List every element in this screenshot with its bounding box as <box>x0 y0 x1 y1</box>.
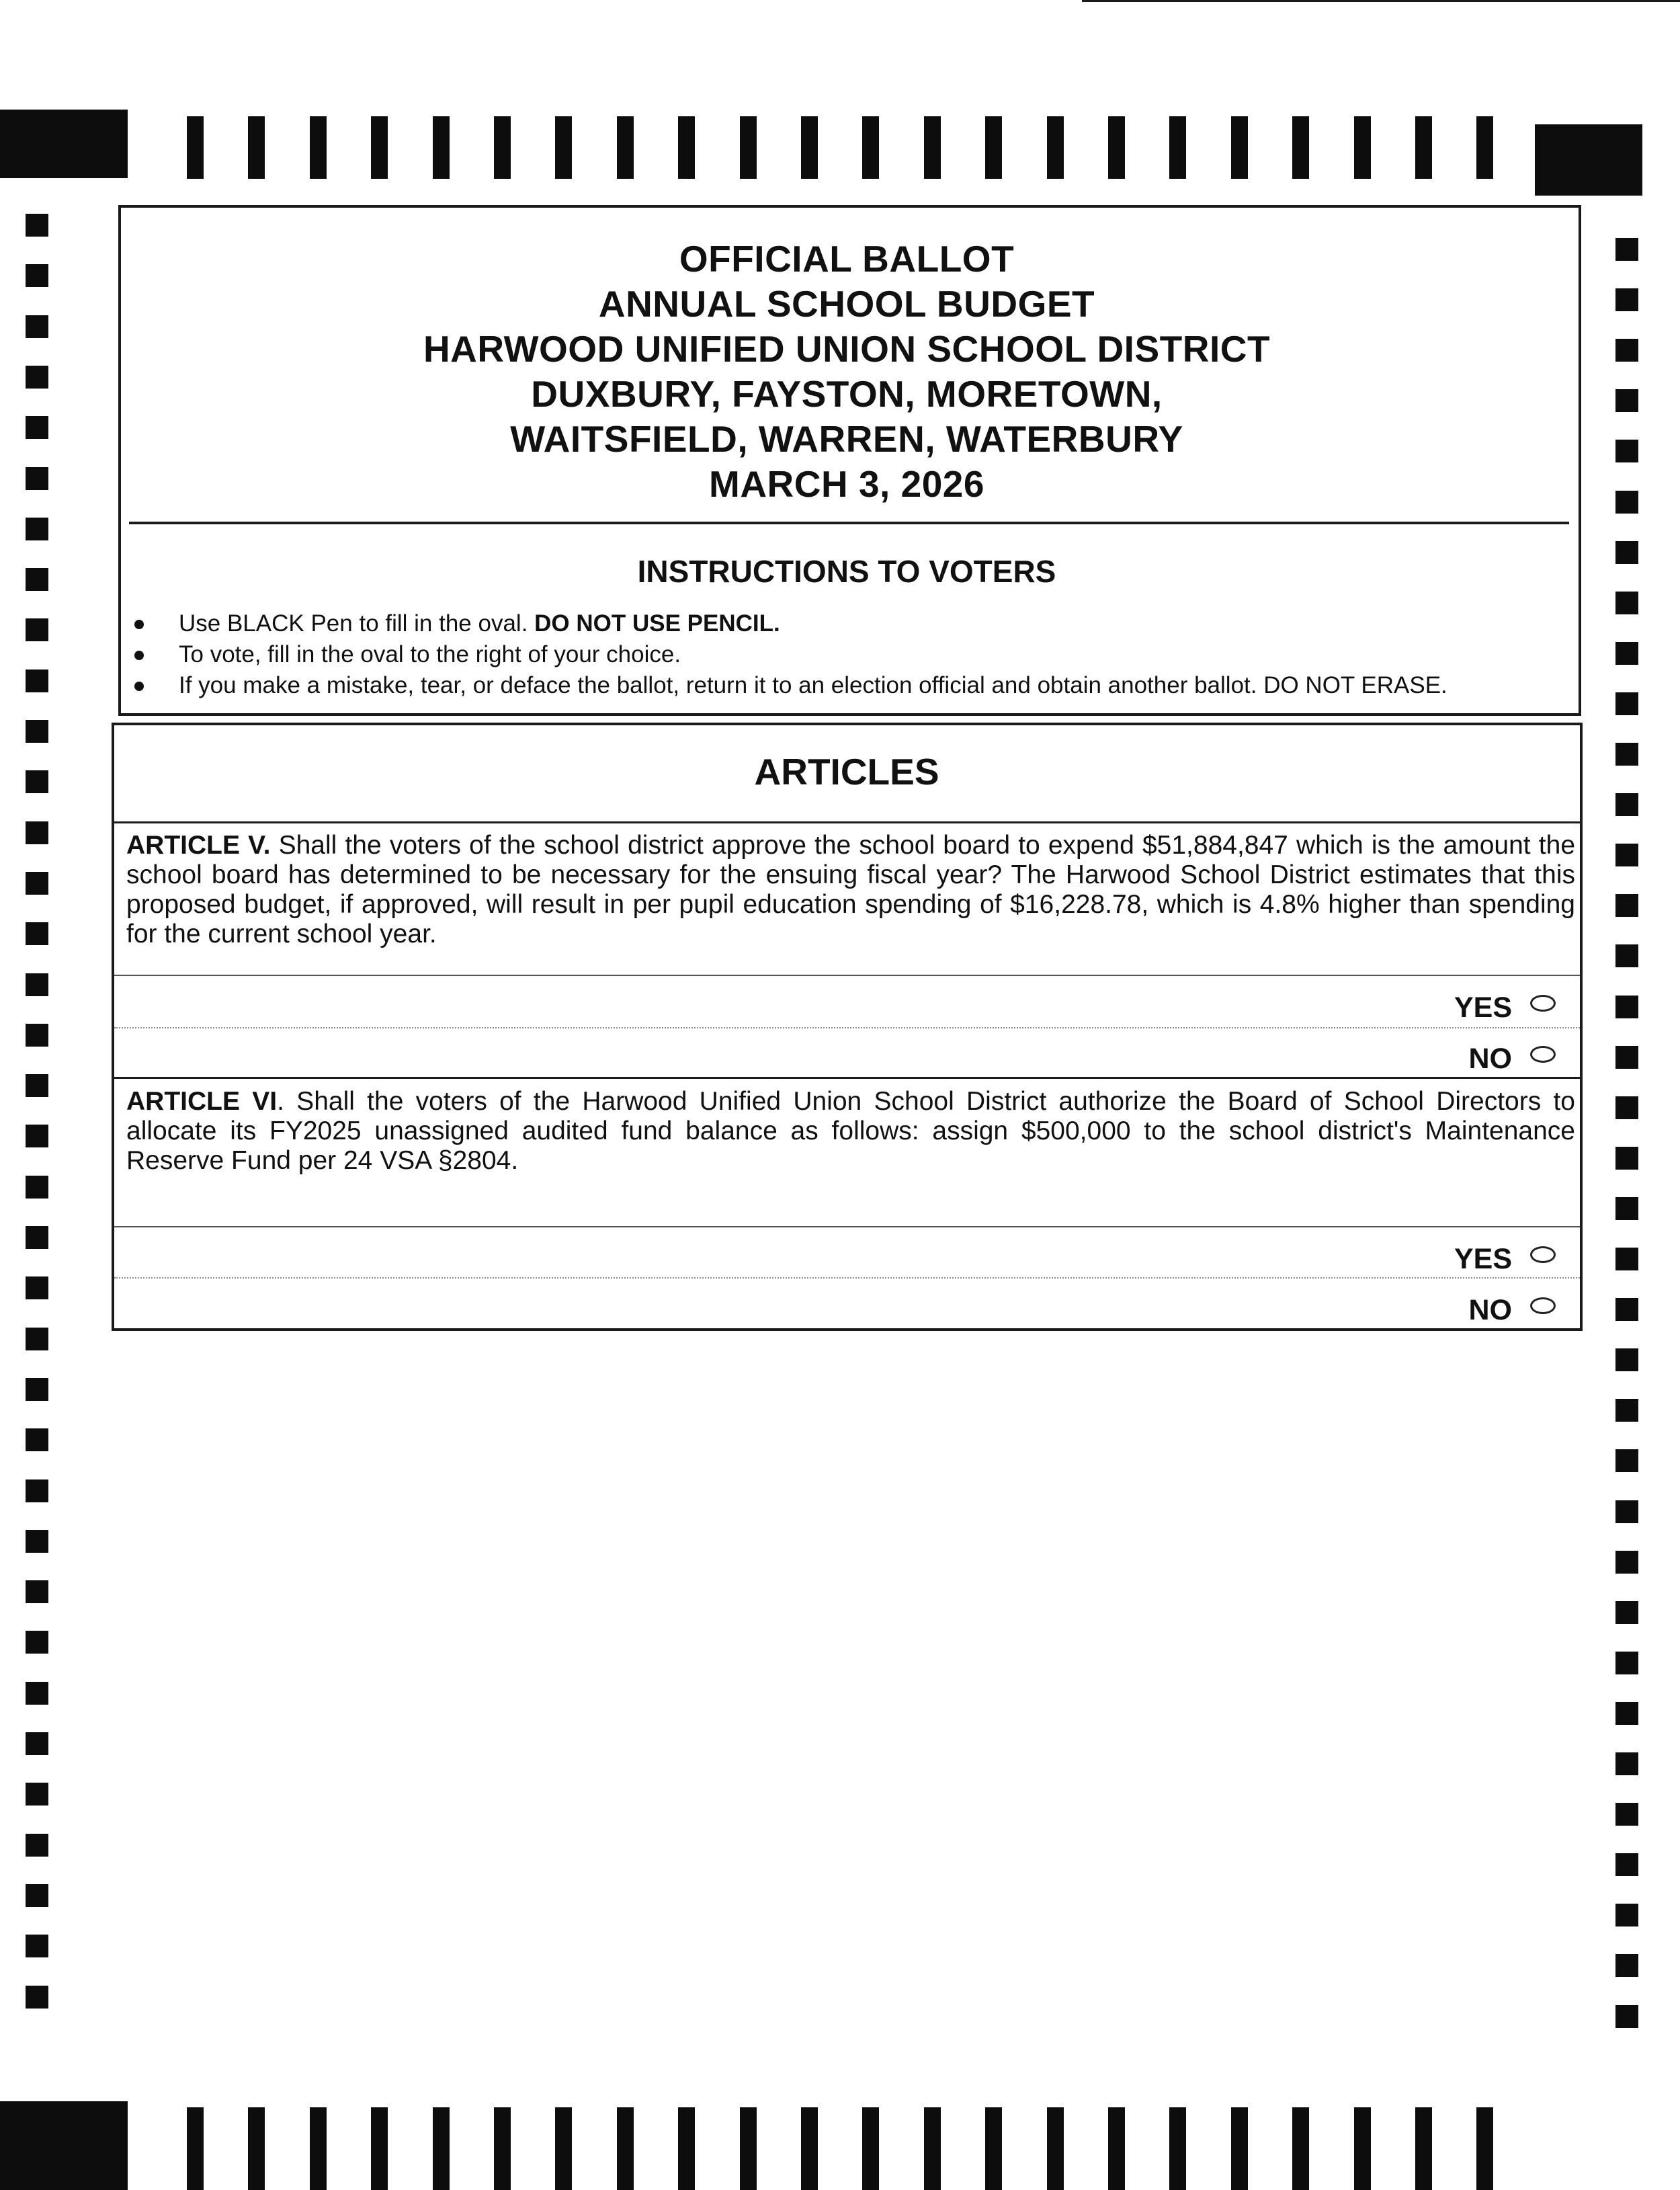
timing-bar-top <box>1476 116 1493 179</box>
timing-square-left <box>26 1732 48 1755</box>
articles-heading: ARTICLES <box>754 751 939 793</box>
timing-square-right <box>1615 642 1638 665</box>
timing-bar-top <box>862 116 879 179</box>
article-vi-choice-separator <box>114 1277 1580 1279</box>
timing-square-right <box>1615 1449 1638 1472</box>
timing-square-left <box>26 1074 48 1097</box>
timing-square-left <box>26 568 48 591</box>
article-vi-no-label: NO <box>1468 1294 1512 1326</box>
timing-square-right <box>1615 894 1638 917</box>
timing-square-right <box>1615 1348 1638 1371</box>
timing-bar-top <box>1047 116 1064 179</box>
instruction-item <box>128 639 1572 670</box>
timing-bar-top <box>433 116 450 179</box>
timing-square-left <box>26 1631 48 1654</box>
timing-square-left <box>26 1176 48 1199</box>
articles-heading-divider <box>114 821 1580 823</box>
article-vi-text <box>126 1087 1575 1176</box>
timing-bar-bottom <box>248 2107 265 2190</box>
timing-bar-bottom <box>1108 2107 1125 2190</box>
article-vi-yes-oval[interactable] <box>1530 1246 1556 1263</box>
timing-square-right <box>1615 1046 1638 1069</box>
timing-square-right <box>1615 743 1638 766</box>
timing-square-left <box>26 518 48 540</box>
instruction-emphasis: DO NOT USE PENCIL. <box>534 610 780 637</box>
timing-square-right <box>1615 793 1638 816</box>
timing-square-left <box>26 1935 48 1957</box>
timing-bar-bottom <box>740 2107 757 2190</box>
timing-square-right <box>1615 844 1638 866</box>
ballot-title <box>403 237 1290 507</box>
timing-square-left <box>26 1024 48 1047</box>
timing-bar-top <box>1292 116 1309 179</box>
title-official-ballot: OFFICIAL BALLOT <box>679 238 1015 280</box>
instruction-item <box>128 608 1572 639</box>
timing-square-right <box>1615 1500 1638 1523</box>
timing-square-right <box>1615 692 1638 715</box>
timing-square-right <box>1615 1399 1638 1422</box>
article-v-no-label: NO <box>1468 1043 1512 1075</box>
timing-block-bottom-left <box>0 2101 128 2190</box>
timing-square-left <box>26 618 48 641</box>
article-v-body: Shall the voters of the school district approve the school board to expend $51,884,847 which is the amount the school board has determined to be necessary for the ensuing fiscal year? The Harwood School District estimates that this proposed budget, if approved, will result in per pupil education spending of $16,228.78, which is 4.8% higher than spending for the current school year. <box>126 831 1576 948</box>
title-election-date: MARCH 3, 2026 <box>709 463 984 505</box>
timing-square-left <box>26 1530 48 1553</box>
timing-bar-bottom <box>678 2107 695 2190</box>
timing-bar-bottom <box>1169 2107 1186 2190</box>
timing-square-right <box>1615 1803 1638 1826</box>
timing-square-left <box>26 922 48 945</box>
timing-bar-bottom <box>1476 2107 1493 2190</box>
title-district-name: HARWOOD UNIFIED UNION SCHOOL DISTRICT <box>423 328 1271 370</box>
timing-square-left <box>26 416 48 439</box>
bullet-icon <box>134 620 144 629</box>
timing-square-left <box>26 467 48 490</box>
timing-square-right <box>1615 1298 1638 1321</box>
timing-square-right <box>1615 1702 1638 1725</box>
timing-bar-bottom <box>433 2107 450 2190</box>
timing-bar-bottom <box>1292 2107 1309 2190</box>
timing-square-left <box>26 1986 48 2009</box>
timing-bar-top <box>310 116 327 179</box>
timing-block-top-right <box>1535 124 1642 196</box>
timing-square-left <box>26 670 48 692</box>
timing-square-right <box>1615 1601 1638 1624</box>
article-divider <box>114 1077 1580 1079</box>
timing-square-right <box>1615 1904 1638 1927</box>
timing-bar-bottom <box>371 2107 388 2190</box>
timing-bar-bottom <box>1415 2107 1432 2190</box>
timing-square-right <box>1615 1954 1638 1977</box>
timing-square-right <box>1615 440 1638 462</box>
article-v-no-oval[interactable] <box>1530 1046 1556 1063</box>
timing-square-right <box>1615 1551 1638 1574</box>
timing-bar-top <box>1231 116 1248 179</box>
timing-square-right <box>1615 288 1638 311</box>
timing-square-left <box>26 872 48 895</box>
timing-square-left <box>26 973 48 996</box>
article-v-label: ARTICLE V. <box>126 831 271 860</box>
timing-block-top-left <box>0 110 128 178</box>
title-annual-school-budget: ANNUAL SCHOOL BUDGET <box>598 283 1095 325</box>
timing-square-left <box>26 1276 48 1299</box>
article-vi-label: ARTICLE VI <box>126 1087 278 1116</box>
timing-square-left <box>26 315 48 338</box>
timing-bar-top <box>985 116 1002 179</box>
timing-bar-bottom <box>985 2107 1002 2190</box>
article-v-choice-separator <box>114 1027 1580 1028</box>
title-towns-line-1: DUXBURY, FAYSTON, MORETOWN, <box>531 373 1163 415</box>
timing-square-left <box>26 1428 48 1451</box>
timing-bar-bottom <box>862 2107 879 2190</box>
instruction-text: If you make a mistake, tear, or deface the ballot, return it to an election official and obtain another ballot. DO NOT ERASE. <box>179 672 1447 698</box>
timing-bar-bottom <box>1047 2107 1064 2190</box>
bullet-icon <box>134 682 144 691</box>
timing-square-left <box>26 1226 48 1249</box>
timing-bar-top <box>617 116 634 179</box>
article-vi-yes-label: YES <box>1454 1243 1512 1275</box>
timing-square-right <box>1615 1853 1638 1876</box>
timing-square-left <box>26 264 48 287</box>
timing-bar-top <box>248 116 265 179</box>
article-vi-body: . Shall the voters of the Harwood Unified Union School District authorize the Board of School Directors to allocate its FY2025 unassigned audited fund balance as follows: assign $500,000 to the school district's Maintenance Reserve Fund per 24 VSA §2804. <box>126 1087 1575 1175</box>
timing-bar-top <box>494 116 511 179</box>
timing-square-left <box>26 214 48 237</box>
timing-square-left <box>26 1834 48 1857</box>
timing-bar-bottom <box>801 2107 818 2190</box>
timing-square-right <box>1615 1197 1638 1220</box>
timing-bar-bottom <box>494 2107 511 2190</box>
timing-bar-top <box>1415 116 1432 179</box>
timing-bar-bottom <box>924 2107 941 2190</box>
timing-square-right <box>1615 389 1638 412</box>
timing-square-left <box>26 1479 48 1502</box>
header-divider <box>129 522 1569 524</box>
article-vi-no-oval[interactable] <box>1530 1297 1556 1314</box>
timing-square-left <box>26 821 48 844</box>
instructions-list <box>128 608 1572 701</box>
article-v-yes-label: YES <box>1454 991 1512 1024</box>
timing-square-left <box>26 1378 48 1401</box>
timing-square-right <box>1615 1096 1638 1119</box>
timing-square-right <box>1615 339 1638 362</box>
timing-square-right <box>1615 1752 1638 1775</box>
timing-square-left <box>26 366 48 389</box>
article-v-text <box>126 831 1575 949</box>
timing-square-right <box>1615 1248 1638 1270</box>
timing-square-left <box>26 1783 48 1806</box>
timing-square-left <box>26 1682 48 1705</box>
article-v-options-divider <box>114 975 1580 976</box>
article-v-yes-oval[interactable] <box>1530 995 1556 1012</box>
timing-bar-top <box>187 116 204 179</box>
timing-square-right <box>1615 1652 1638 1674</box>
timing-bar-bottom <box>555 2107 572 2190</box>
timing-bar-top <box>1169 116 1186 179</box>
timing-square-left <box>26 1125 48 1147</box>
instructions-heading: INSTRUCTIONS TO VOTERS <box>637 554 1056 589</box>
timing-bar-bottom <box>310 2107 327 2190</box>
timing-square-right <box>1615 1147 1638 1170</box>
timing-square-right <box>1615 541 1638 564</box>
instruction-text: To vote, fill in the oval to the right of your choice. <box>179 641 681 667</box>
timing-square-right <box>1615 592 1638 614</box>
scan-edge-line <box>1082 0 1680 2</box>
timing-bar-top <box>1354 116 1371 179</box>
timing-square-left <box>26 1328 48 1350</box>
timing-square-left <box>26 770 48 793</box>
timing-square-right <box>1615 996 1638 1018</box>
timing-bar-bottom <box>617 2107 634 2190</box>
timing-bar-bottom <box>187 2107 204 2190</box>
instruction-item <box>128 670 1572 701</box>
bullet-icon <box>134 651 144 660</box>
timing-square-right <box>1615 238 1638 261</box>
timing-bar-top <box>801 116 818 179</box>
timing-square-left <box>26 720 48 743</box>
timing-bar-top <box>924 116 941 179</box>
timing-bar-top <box>740 116 757 179</box>
timing-square-left <box>26 1884 48 1907</box>
title-towns-line-2: WAITSFIELD, WARREN, WATERBURY <box>510 418 1183 460</box>
instruction-text: Use BLACK Pen to fill in the oval. <box>179 610 535 637</box>
timing-square-right <box>1615 2005 1638 2028</box>
timing-bar-bottom <box>1231 2107 1248 2190</box>
timing-bar-top <box>678 116 695 179</box>
timing-square-right <box>1615 491 1638 514</box>
timing-square-left <box>26 1580 48 1603</box>
timing-bar-bottom <box>1354 2107 1371 2190</box>
article-vi-options-divider <box>114 1226 1580 1227</box>
timing-bar-top <box>371 116 388 179</box>
timing-bar-top <box>1108 116 1125 179</box>
timing-bar-top <box>555 116 572 179</box>
timing-square-right <box>1615 944 1638 967</box>
